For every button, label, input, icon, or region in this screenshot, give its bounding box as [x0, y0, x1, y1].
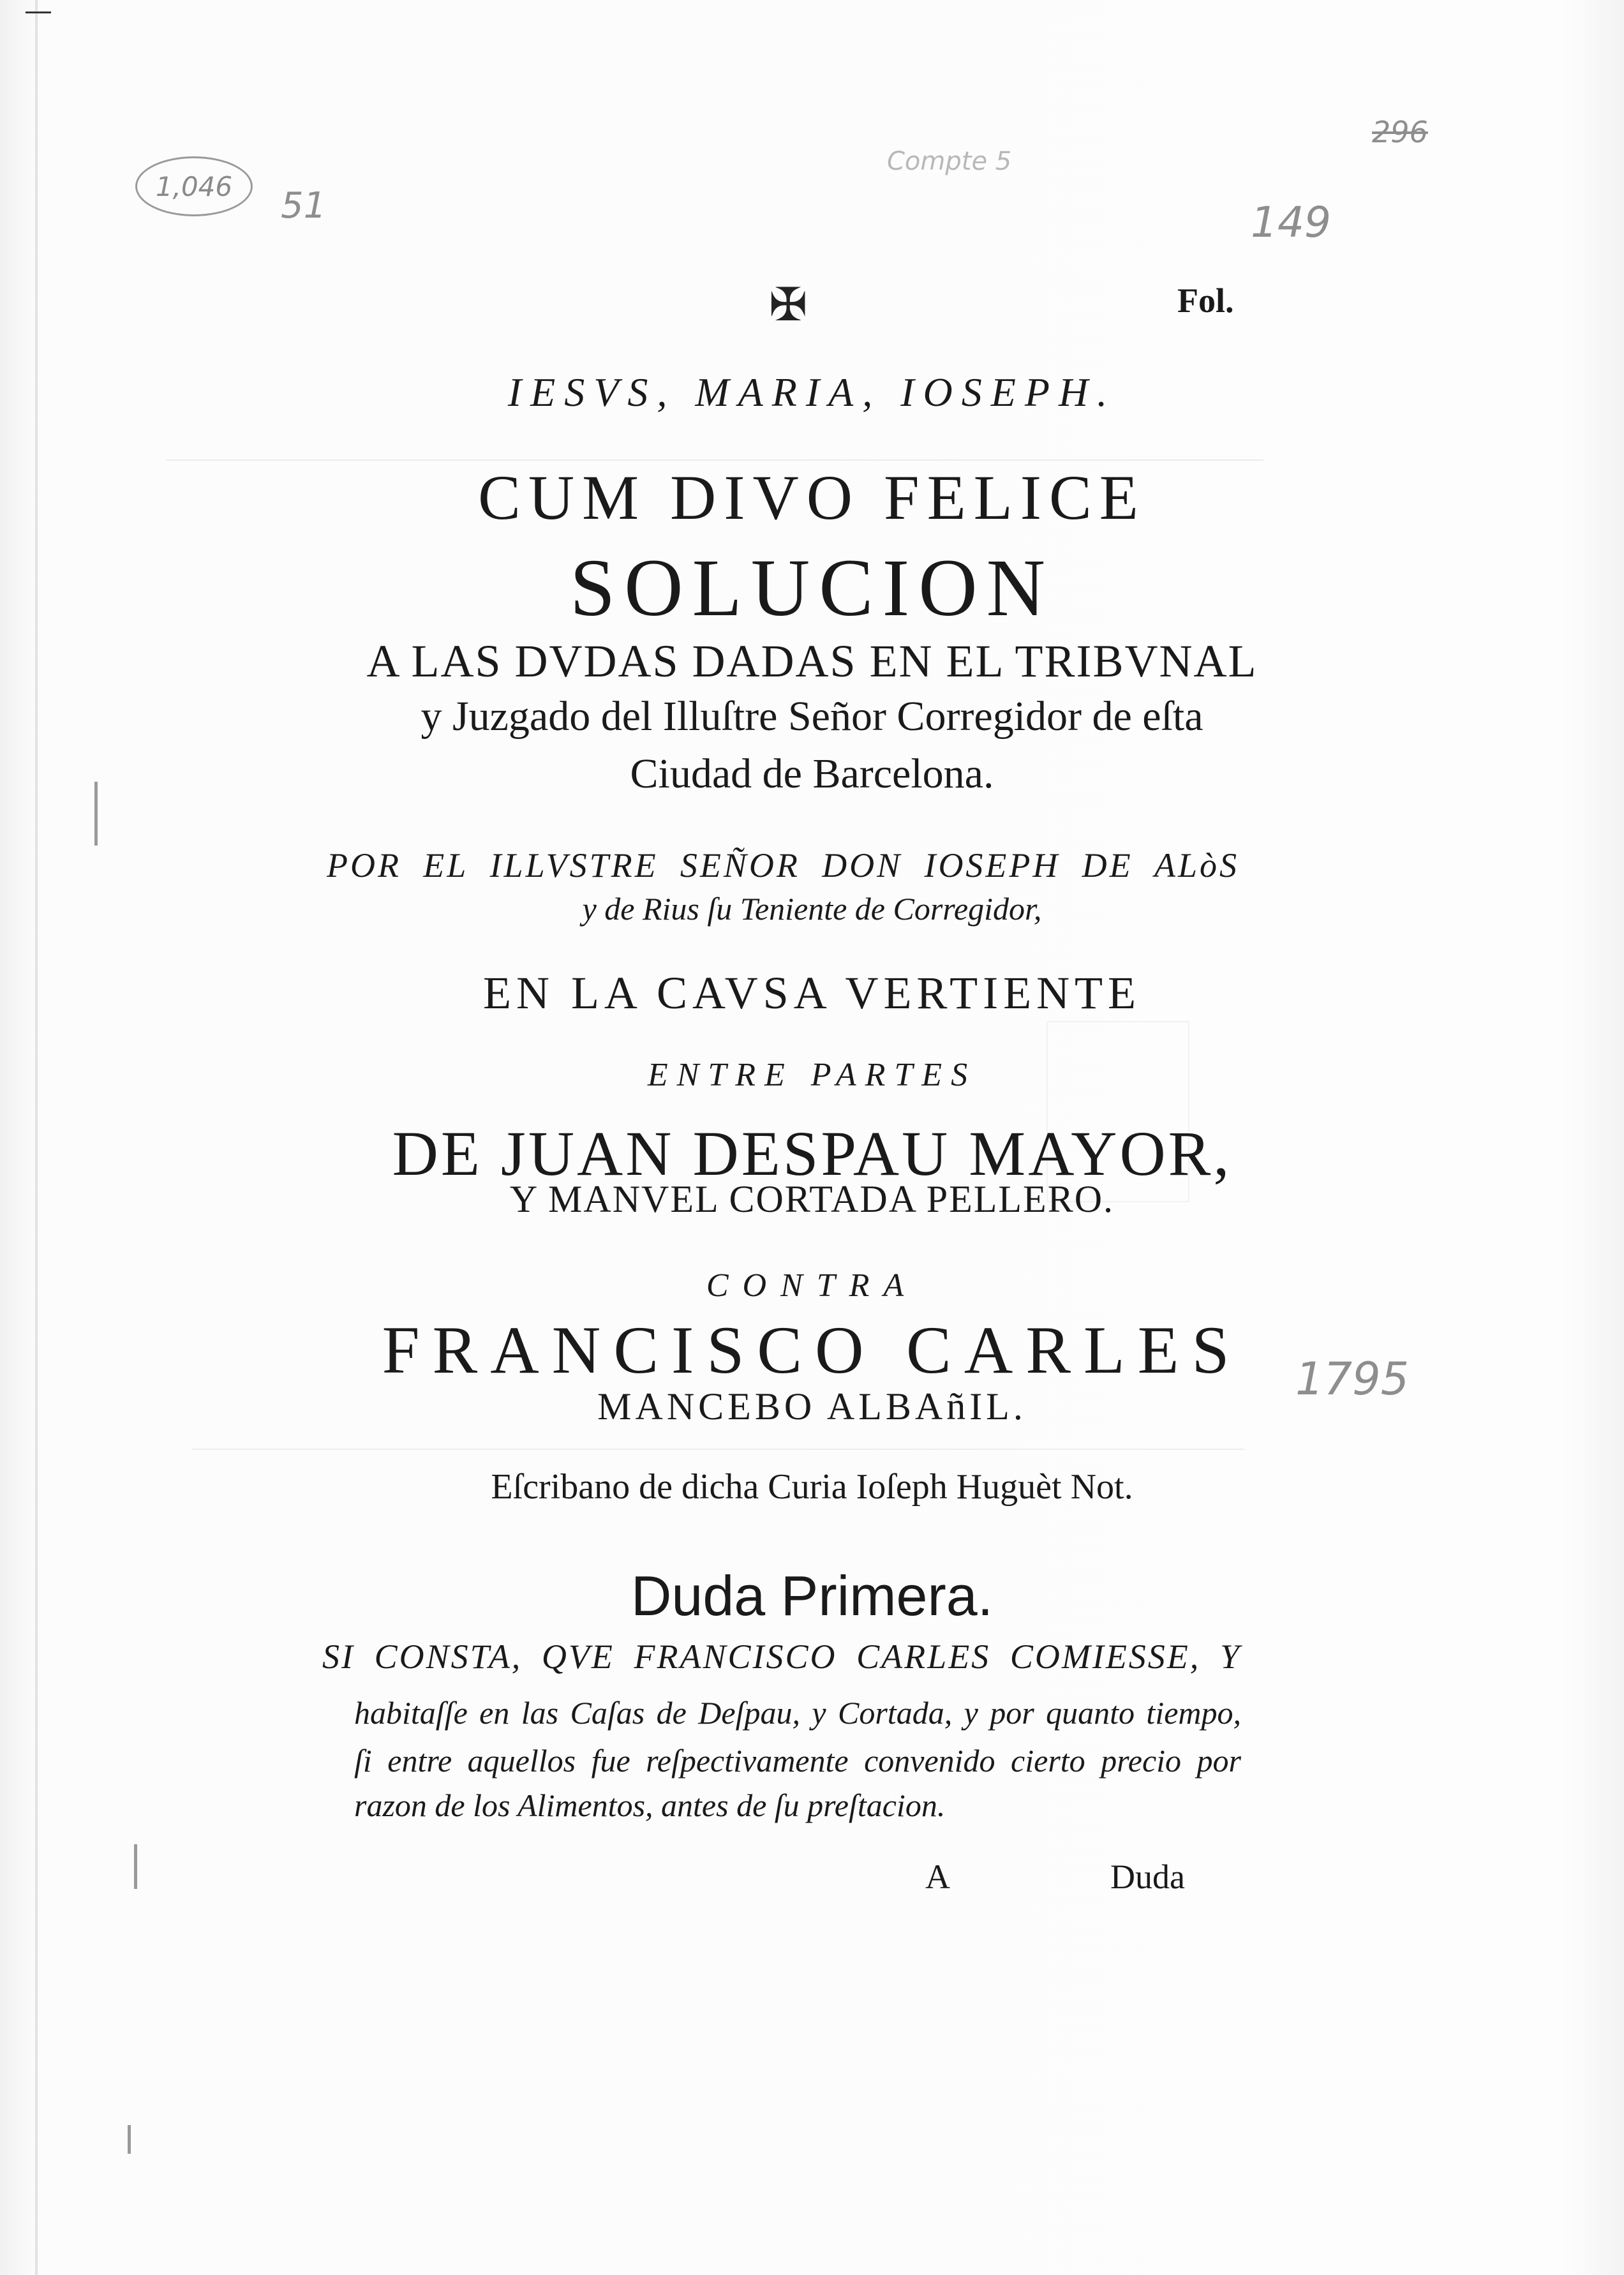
pencil-note-top-center: Compte 5	[887, 147, 1012, 176]
pencil-note-margin-year: 1795	[1295, 1353, 1410, 1405]
title-line-3: Ciudad de Barcelona.	[630, 750, 994, 797]
bleed-through-line-2	[191, 1449, 1244, 1450]
margin-mark	[128, 2125, 131, 2154]
question-line-1: SI CONSTA, QVE FRANCISCO CARLES COMIESSE, Y	[322, 1637, 1241, 1676]
party-3-role: MANCEBO ALBAñIL.	[597, 1385, 1027, 1428]
question-line-4: razon de los Alimentos, antes de ſu preſtacion.	[354, 1787, 946, 1823]
inventory-number-stamp	[135, 156, 253, 216]
against-label: CONTRA	[706, 1267, 918, 1304]
question-line-3: ſi entre aquellos fue reſpectivamente convenido cierto precio por	[354, 1743, 1241, 1779]
section-heading: Duda Primera.	[630, 1564, 994, 1627]
party-3: FRANCISCO CARLES	[382, 1313, 1242, 1387]
catchword: Duda	[1110, 1858, 1185, 1896]
question-line-2: habitaſſe en las Caſas de Deſpau, y Cortada, y por quanto tiempo,	[354, 1695, 1241, 1731]
author-line-1: POR EL ILLVSTRE SEÑOR DON IOSEPH DE ALòS	[327, 846, 1239, 884]
folio-label: Fol.	[1177, 281, 1234, 320]
pencil-note-right: 149	[1251, 198, 1331, 247]
author-line-2: y de Rius ſu Teniente de Corregidor,	[582, 891, 1042, 927]
title-line-2: y Juzgado del Illuſtre Señor Corregidor de eſta	[421, 693, 1203, 740]
inventory-number: 1,046	[155, 170, 233, 202]
scan-mark	[26, 11, 51, 13]
notary-line: Eſcribano de dicha Curia Ioſeph Huguèt Not.	[491, 1467, 1133, 1507]
margin-mark	[134, 1844, 137, 1889]
pencil-note-top-right: 296	[1372, 115, 1428, 149]
pencil-note-left: 51	[281, 185, 327, 227]
between-parties: ENTRE PARTES	[647, 1057, 977, 1093]
main-title: SOLUCION	[569, 542, 1055, 633]
cause-heading: EN LA CAVSA VERTIENTE	[482, 967, 1142, 1018]
party-1: DE JUAN DESPAU MAYOR,	[392, 1118, 1232, 1189]
cross-symbol: ✠	[769, 278, 808, 331]
signature-mark: A	[925, 1858, 950, 1896]
motto: CUM DIVO FELICE	[478, 462, 1146, 533]
title-line-1: A LAS DVDAS DADAS EN EL TRIBVNAL	[366, 636, 1258, 687]
invocation: IESVS, MARIA, IOSEPH.	[507, 369, 1117, 415]
party-2: Y MANVEL CORTADA PELLERO.	[509, 1178, 1115, 1220]
